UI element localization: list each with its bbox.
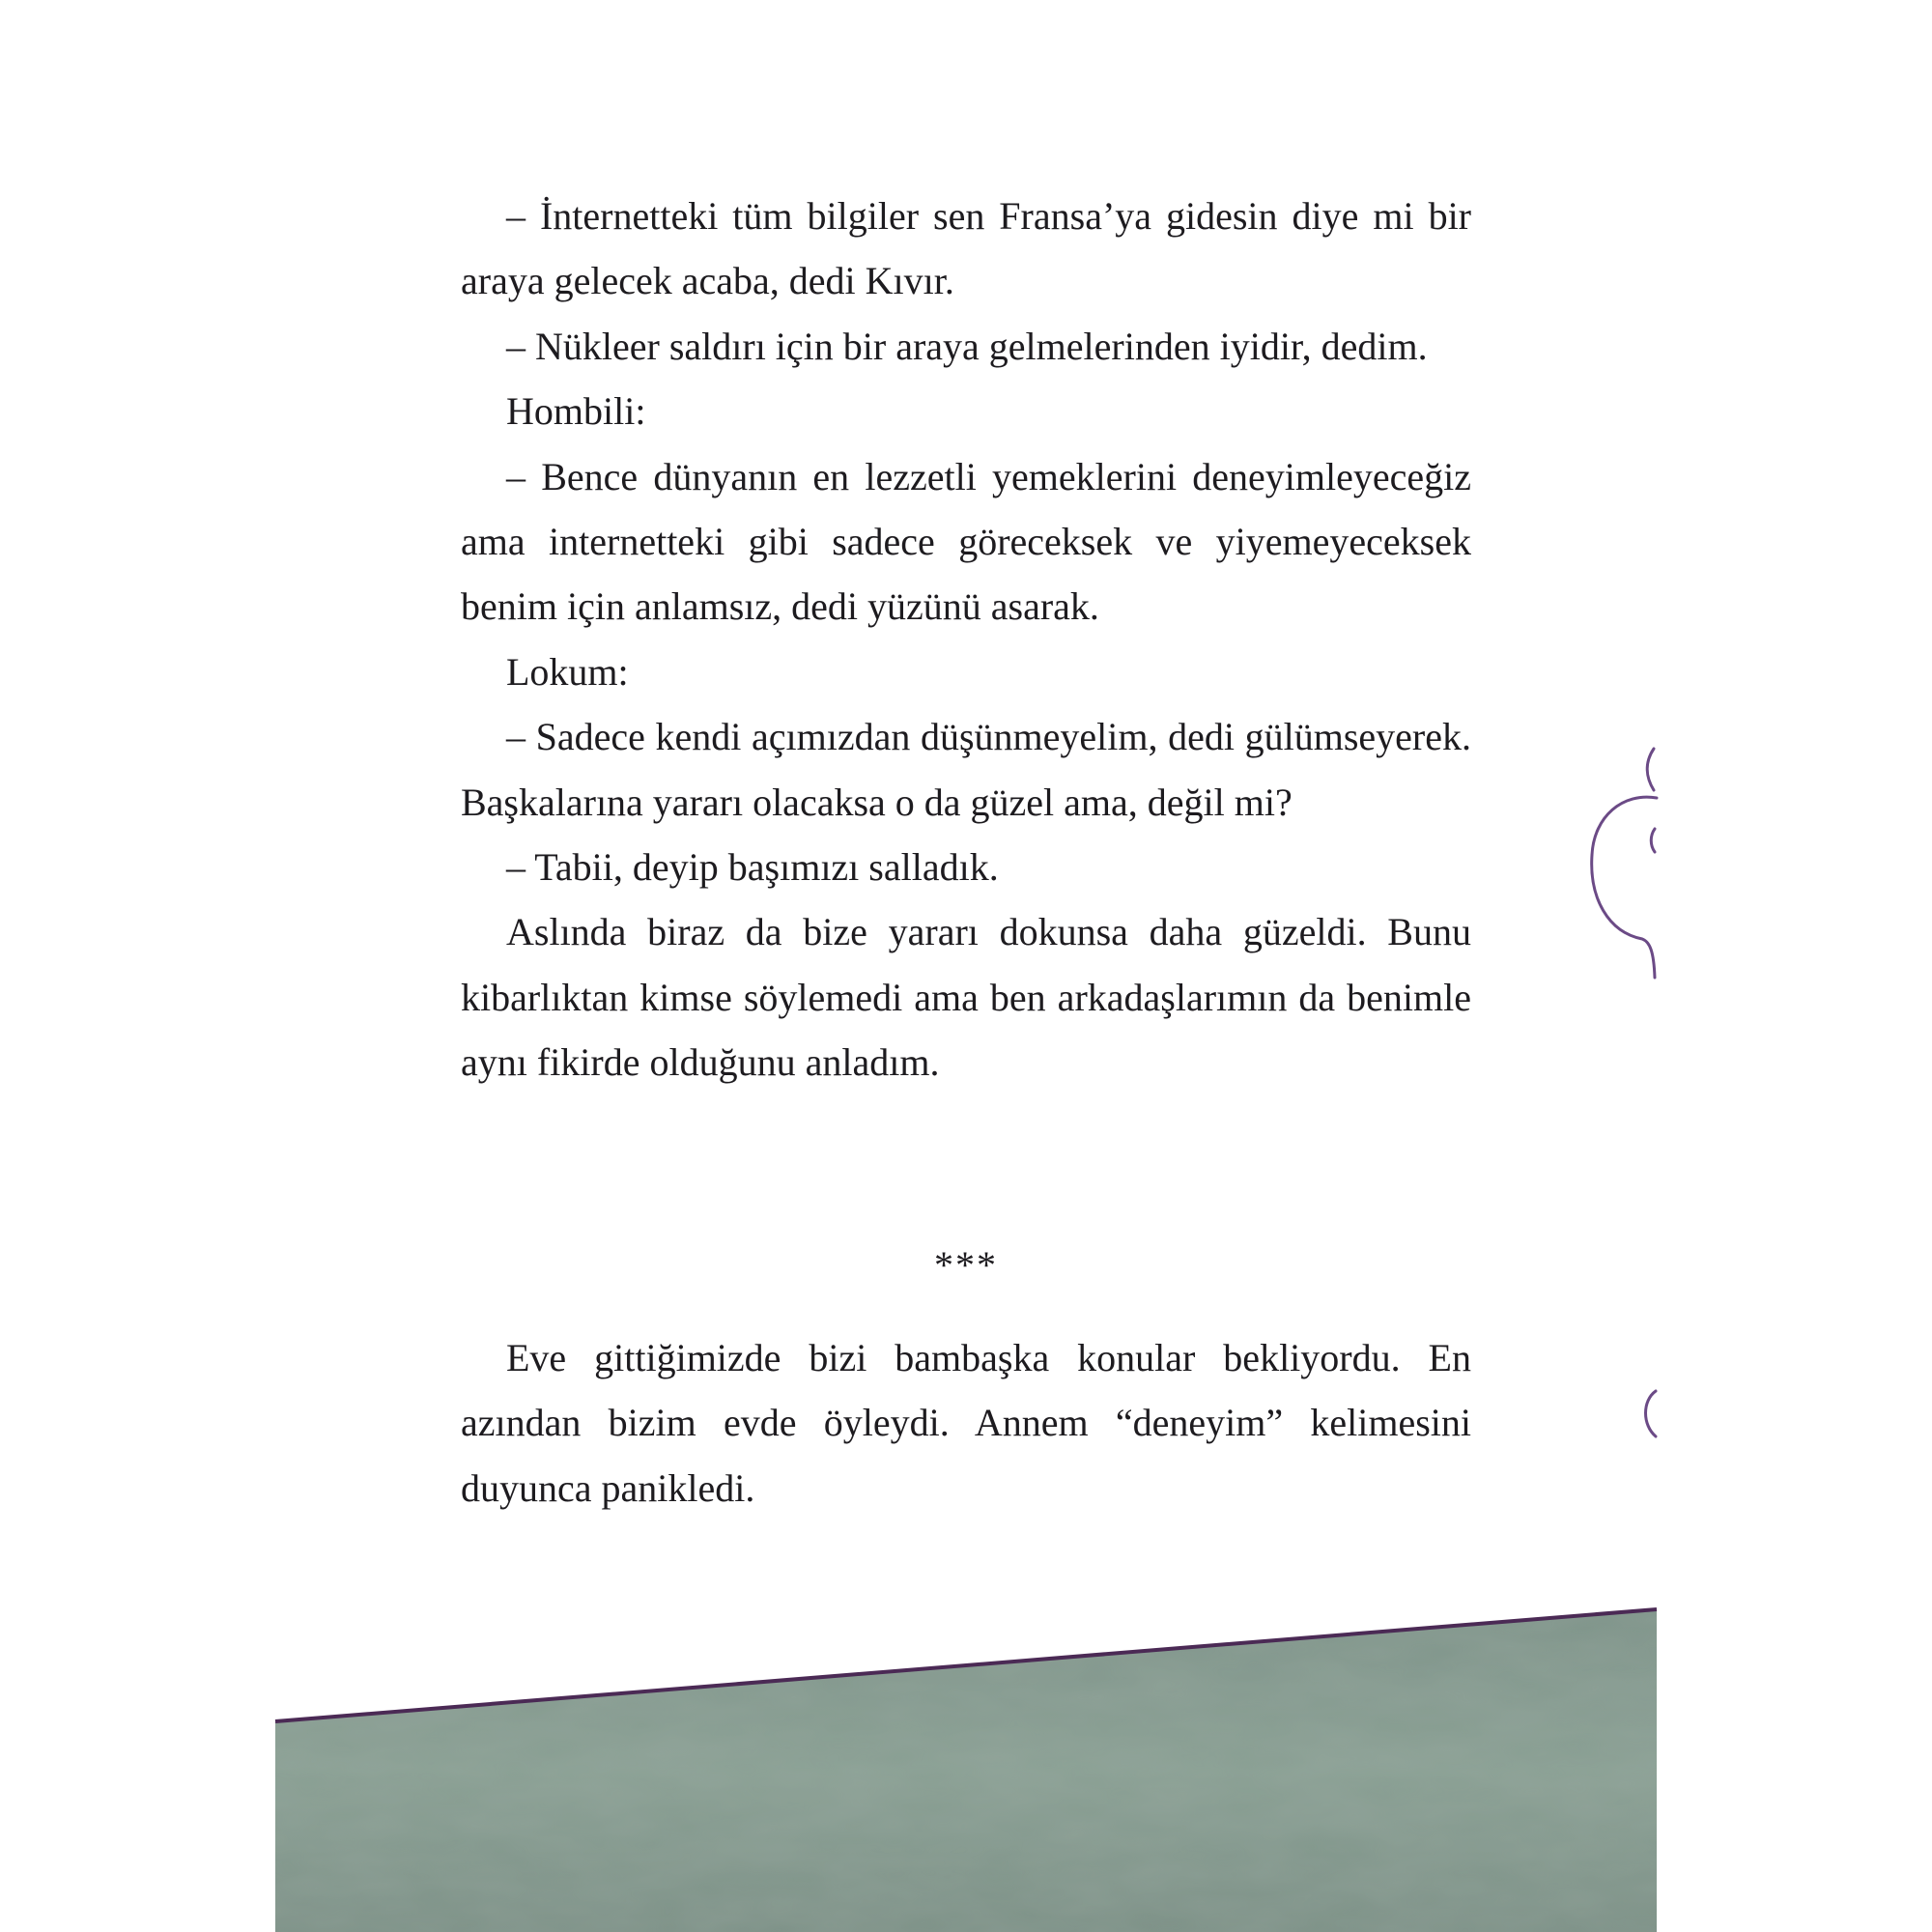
paragraph-7: – Tabii, deyip başımızı salladık.	[506, 845, 999, 890]
paragraph-3: Hombili:	[506, 389, 646, 434]
paragraph-4: – Bence dünyanın en lezzetli yemeklerini deneyimleyeceğiz ama internetteki gibi sadece göreceksek ve yiyemeyeceksek benim için anlamsız, dedi yüzünü asarak.	[461, 454, 1471, 629]
paragraph-9: Eve gittiğimizde bizi bambaşka konular bekliyordu. En azından bizim evde öyleydi. Annem “deneyim” kelimesini duyunca panikledi.	[461, 1336, 1471, 1510]
section-separator: ***	[934, 1243, 998, 1287]
paragraph-6: – Sadece kendi açımızdan düşünmeyelim, dedi gülümseyerek. Başkalarına yararı olacaksa o da güzel ama, değil mi?	[461, 715, 1471, 824]
body-text-bottom	[461, 1325, 1471, 1520]
paragraph-1: – İnternetteki tüm bilgiler sen Fransa’ya gidesin diye mi bir araya gelecek acaba, dedi Kıvır.	[461, 194, 1471, 303]
body-text-top	[461, 184, 1471, 1095]
paragraph-8: Aslında biraz da bize yararı dokunsa daha güzeldi. Bunu kibarlıktan kimse söylemedi ama ben arkadaşlarımın da benimle aynı fikirde olduğunu anladım.	[461, 910, 1471, 1085]
paragraph-2: – Nükleer saldırı için bir araya gelmelerinden iyidir, dedim.	[506, 324, 1428, 368]
paragraph-5: Lokum:	[506, 649, 629, 694]
